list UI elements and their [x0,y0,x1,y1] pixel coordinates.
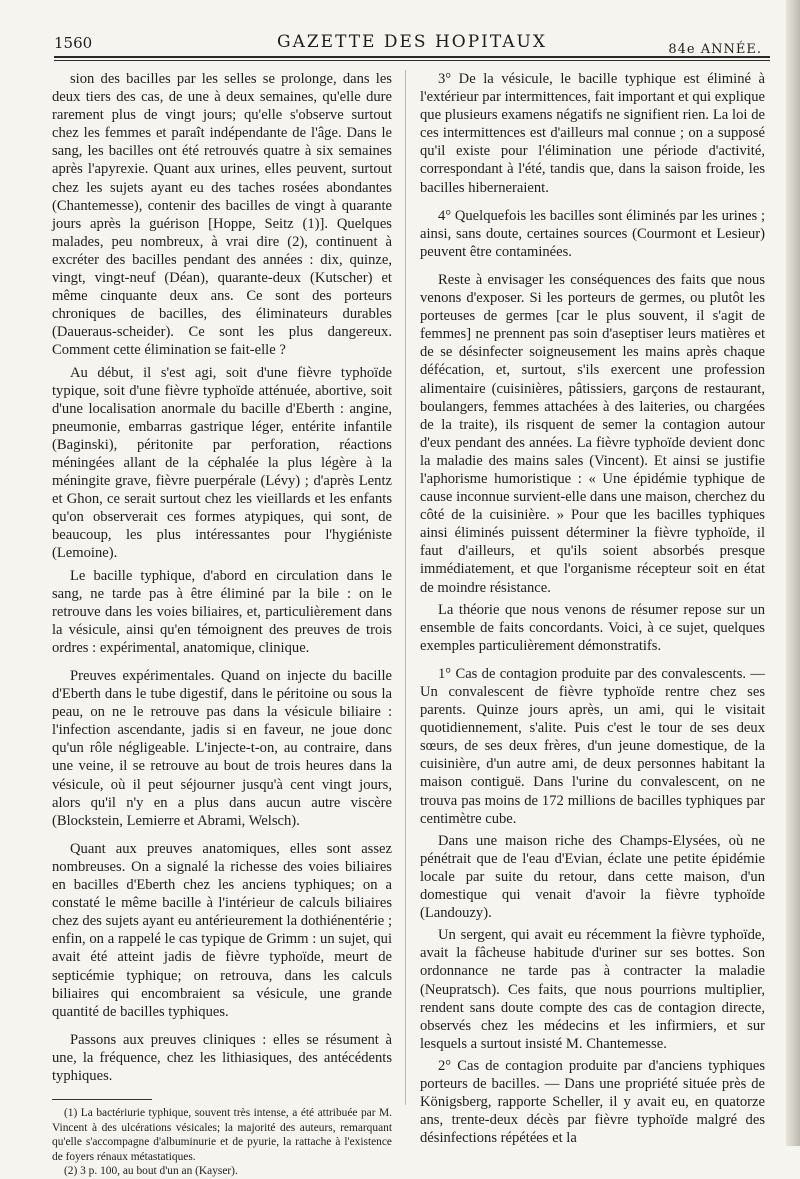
paragraph: La théorie que nous venons de résumer repose sur un ensemble de faits concordants. Voici, à ce sujet, quelques exemples particulièrement démonstratifs. [420,601,765,654]
paragraph: Un sergent, qui avait eu récemment la fièvre typhoïde, avait la fâcheuse habitude d'uriner sur ses bottes. Son ordonnance ne tarde pas à contracter la maladie (Neupratsch). Ces faits, que nous pourrions multiplier, rendent sans doute compte des cas de contagion directe, observés chez les médecins et les infirmiers, et sur lesquels a surtout insisté M. Chantemesse. [420,927,765,1052]
page-number: 1560 [54,34,93,52]
footnote-rule [52,1099,152,1100]
column-divider [405,70,406,1105]
paragraph: Quant aux preuves anatomiques, elles sont assez nombreuses. On a signalé la richesse des voies biliaires en bacilles d'Eberth chez les anciens typhiques; on a constaté le même bacille à l'intérieur de calculs biliaires chez des sujets ayant eu antérieurement la dothiénentérie ; enfin, on a rappelé le cas typique de Grimm : un sujet, qui avait été atteint jadis de fièvre typhoïde, meurt de septicémie typhique; on retrouva, dans les calculs biliaires qui encombraient sa vésicule, une grande quantité de bacilles typhiques. [52,840,392,1020]
footnote: (1) La bactériurie typhique, souvent très intense, a été attribuée par M. Vincent à des ulcérations vésicales; la majorité des auteurs, remarquant qu'elle s'accompagne d'albuminurie et de pyurie, la rattache à l'existence de foyers rénaux métastatiques. [52,1107,392,1163]
paragraph: Le bacille typhique, d'abord en circulation dans le sang, ne tarde pas à être éliminé par la bile : on le retrouve dans les voies biliaires, et, particulièrement dans la vésicule, ainsi qu'en témoignent des preuves de trois ordres : expérimental, anatomique, clinique. [52,567,392,656]
paragraph: 3° De la vésicule, le bacille typhique est éliminé à l'extérieur par intermittences, fait important et qui explique que plusieurs examens négatifs ne signifient rien. La loi de ces intermittences est d'ailleurs mal connue ; on a supposé qu'il existe pour l'élimination une période d'activité, correspondant à l'été, tandis que, dans la saison froide, les bacilles hiberneraient. [420,71,765,196]
paragraph: 1° Cas de contagion produite par des convalescents. — Un convalescent de fièvre typhoïde rentre chez ses parents. Quinze jours après, un ami, qui le visitait quotidiennement, s'alite. Puis c'est le tour de ses deux sœurs, de ses deux frères, d'un jeune domestique, de la cuisinière, d'un autre ami, de deux personnes habitant la maison contiguë. Dans l'urine du convalescent, on ne trouva pas moins de 172 millions de bacilles typhiques par centimètre cube. [420,665,765,827]
paragraph: Au début, il s'est agi, soit d'une fièvre typhoïde typique, soit d'une fièvre typhoïde atténuée, abortive, soit d'une localisation anormale du bacille d'Eberth : angine, pneumonie, embarras gastrique léger, entérite infantile (Baginski), péritonite par perforation, réactions méningées allant de la céphalée la plus légère à la méningite grave, fièvre puerpérale (Lévy) ; d'après Lentz et Ghon, ce serait surtout chez les vieillards et les enfants qu'on observerait ces formes atypiques, qui sont, de beaucoup, les plus intéressantes pour l'hygiéniste (Lemoine). [52,364,392,562]
journal-title: GAZETTE DES HOPITAUX [276,32,547,52]
footnote: (2) 3 p. 100, au bout d'un an (Kayser). [64,1165,238,1178]
paragraph: Preuves expérimentales. Quand on injecte du bacille d'Eberth dans le tube digestif, dans le péritoine ou sous la peau, on ne le retrouve pas dans la vésicule biliaire : l'infection ascendante, jadis si en faveur, ne joue donc qu'un rôle négligeable. L'injecte-t-on, au contraire, dans une veine, il se retrouve au bout de trois heures dans la vésicule, où il peut séjourner jusqu'à cent vingt jours, alors qu'il n'y en a plus dans aucun autre viscère (Blockstein, Lemierre et Abrami, Welsch). [52,668,392,829]
page-edge [786,0,800,1146]
paragraph: sion des bacilles par les selles se prolonge, dans les deux tiers des cas, de une à deux semaines, qu'elle dure rarement plus de vingt jours; qu'elle s'observe surtout chez les femmes et paraît indépendante de l'âge. Dans le sang, les bacilles ont été retrouvés quatre à six semaines après l'apyrexie. Quant aux urines, elles peuvent, surtout chez les sujets ayant eu des taches rosées abondantes (Chantemesse), contenir des bacilles de vingt à quarante jours après la guérison [Hoppe, Seitz (1)]. Quelques malades, peu nombreux, à vrai dire (2), continuent à excréter des bacilles pendant des années : dix, quinze, vingt, vingt-neuf (Déan), quarante-deux (Kutscher) et même cinquante deux ans. Ce sont des porteurs chroniques de bacilles, des éliminateurs durables (Daueraus-scheider). Ce sont les plus dangereux. Comment cette élimination se fait-elle ? [52,71,392,359]
left-column [52,70,392,1178]
page-header [54,28,770,68]
header-rule [54,56,770,61]
paragraph: Dans une maison riche des Champs-Elysées, où ne pénétrait que de l'eau d'Evian, éclate une petite épidémie locale par suite du retour, dans cette maison, d'un domestique qui venait d'avoir la fièvre typhoïde (Landouzy). [420,832,765,922]
paragraph: 4° Quelquefois les bacilles sont éliminés par les urines ; ainsi, sans doute, certaines sources (Courmont et Lesieur) peuvent être contaminées. [420,207,765,260]
right-column [420,70,765,1147]
year-label: 84e ANNÉE. [668,42,762,57]
paragraph: Passons aux preuves cliniques : elles se résument à une, la fréquence, chez les lithiasiques, des antécédents typhiques. [52,1031,392,1084]
paragraph: Reste à envisager les conséquences des faits que nous venons d'exposer. Si les porteurs de germes, ou plutôt les porteuses de germes [car le plus souvent, il s'agit de femmes] ne prennent pas soin d'aseptiser leurs matières et de se désinfecter soigneusement les mains après chaque défécation, et, surtout, s'ils exercent une profession alimentaire (cuisinières, pâtissiers, garçons de restaurant, boulangers, femmes attachées à des laiteries, ou chargées de la traite), ils risquent de semer la contagion autour d'eux pendant des années. La fièvre typhoïde devient donc la maladie des mains sales (Vincent). Et ainsi se justifie l'aphorisme humoristique : « Une épidémie typhique de cause inconnue survient-elle dans une maison, cherchez du côté de la cuisinière. » Pour que les bacilles typhiques ainsi éliminés puissent déterminer la fièvre typhoïde, il faut d'ailleurs, et qu'ils soient absorbés presque immédiatement, et que l'organisme récepteur soit en état de moindre résistance. [420,271,765,596]
paragraph: 2° Cas de contagion produite par d'anciens typhiques porteurs de bacilles. — Dans une propriété située près de Königsberg, rapporte Scheller, il y avait eu, en quatorze ans, trente-deux décès par fièvre typhoïde malgré des désinfections répétées et la [420,1057,765,1147]
